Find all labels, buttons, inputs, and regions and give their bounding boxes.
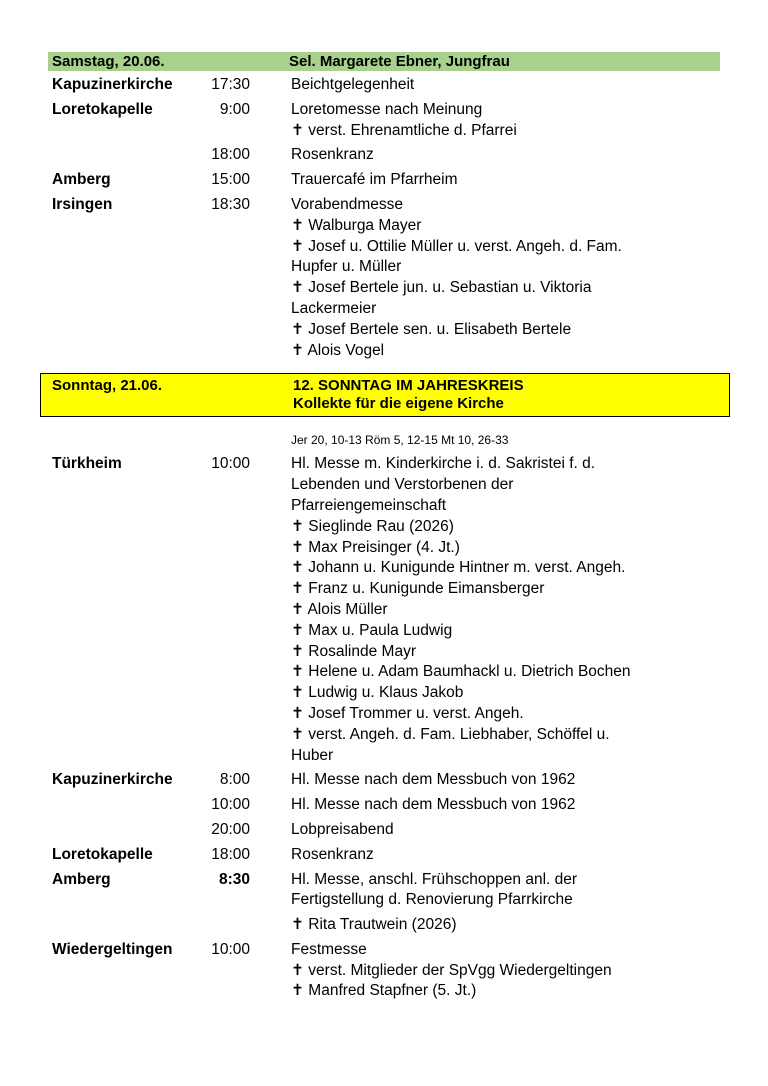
service-line: Beichtgelegenheit <box>291 76 415 93</box>
service-location: Loretokapelle <box>52 845 153 863</box>
service-description <box>250 820 720 841</box>
service-location: Wiedergeltingen <box>52 940 173 958</box>
service-line: Hl. Messe nach dem Messbuch von 1962 <box>291 796 576 814</box>
service-line: ✝ Josef u. Ottilie Müller u. verst. Angeh. d. Fam. <box>291 237 622 255</box>
sunday-feast <box>293 377 729 413</box>
service-time: 10:00 <box>211 455 250 473</box>
service-line: Huber <box>291 746 334 764</box>
service-description <box>250 170 720 191</box>
service-line: Loretomesse nach Meinung <box>291 100 483 118</box>
service-row <box>48 145 720 166</box>
service-row <box>48 75 720 96</box>
service-line: Fertigstellung d. Renovierung Pfarrkirche <box>291 891 573 909</box>
service-time: 17:30 <box>211 76 250 93</box>
service-description <box>250 75 720 96</box>
service-location: Amberg <box>52 870 111 888</box>
sunday-services <box>48 454 720 1002</box>
service-description <box>250 845 720 866</box>
service-row <box>48 940 720 1002</box>
service-row <box>48 100 720 142</box>
service-line: ✝ Walburga Mayer <box>291 216 422 234</box>
service-row <box>48 915 720 936</box>
service-location: Irsingen <box>52 195 113 213</box>
service-description <box>250 195 720 361</box>
service-line: ✝ Alois Müller <box>291 600 388 618</box>
service-row <box>48 795 720 816</box>
service-line: ✝ Josef Bertele sen. u. Elisabeth Bertele <box>291 320 572 338</box>
service-location: Loretokapelle <box>52 100 153 118</box>
service-line: ✝ Manfred Stapfner (5. Jt.) <box>291 982 477 1000</box>
sunday-collection-note: Kollekte für die eigene Kirche <box>293 395 504 413</box>
service-line: ✝ verst. Ehrenamtliche d. Pfarrei <box>291 121 517 139</box>
service-line: Pfarreiengemeinschaft <box>291 496 447 514</box>
service-time: 18:00 <box>211 146 250 164</box>
service-line: Rosenkranz <box>291 146 374 164</box>
service-row <box>48 845 720 866</box>
service-time <box>202 915 250 936</box>
service-row <box>48 770 720 791</box>
service-line: Trauercafé im Pfarrheim <box>291 171 458 189</box>
service-line: ✝ Franz u. Kunigunde Eimansberger <box>291 580 545 598</box>
service-row <box>48 170 720 191</box>
service-line: Festmesse <box>291 940 367 958</box>
service-description <box>250 454 720 766</box>
service-description <box>250 915 720 936</box>
service-line: ✝ Max u. Paula Ludwig <box>291 621 453 639</box>
service-line: Hl. Messe, anschl. Frühschoppen anl. der <box>291 870 578 888</box>
service-line: ✝ Ludwig u. Klaus Jakob <box>291 684 464 702</box>
service-line: ✝ Johann u. Kunigunde Hintner m. verst. Angeh. <box>291 559 626 577</box>
service-line: Lobpreisabend <box>291 820 394 838</box>
service-description <box>250 770 720 791</box>
service-location: Türkheim <box>52 455 122 473</box>
service-time: 20:00 <box>211 820 250 838</box>
service-time: 8:30 <box>218 870 250 888</box>
service-line: ✝ Rita Trautwein (2026) <box>291 916 457 934</box>
service-line: ✝ verst. Angeh. d. Fam. Liebhaber, Schöffel u. <box>291 725 610 743</box>
service-row <box>48 820 720 841</box>
service-line: Vorabendmesse <box>291 195 404 213</box>
service-location: Kapuzinerkirche <box>52 771 173 789</box>
service-description <box>250 795 720 816</box>
service-time: 10:00 <box>211 796 250 814</box>
service-line: ✝ verst. Mitglieder der SpVgg Wiedergeltingen <box>291 961 612 979</box>
service-line: Hl. Messe m. Kinderkirche i. d. Sakristei f. d. <box>291 455 596 473</box>
service-location: Kapuzinerkirche <box>52 76 173 93</box>
service-description <box>250 100 720 142</box>
service-description <box>250 870 720 912</box>
service-line: ✝ Sieglinde Rau (2026) <box>291 517 454 535</box>
service-time: 18:30 <box>211 195 250 213</box>
service-line: ✝ Josef Bertele jun. u. Sebastian u. Viktoria <box>291 279 592 297</box>
saturday-feast: Sel. Margarete Ebner, Jungfrau <box>289 52 510 70</box>
sunday-feast-title: 12. SONNTAG IM JAHRESKREIS <box>293 377 524 395</box>
service-time: 18:00 <box>211 845 250 863</box>
service-line: Hl. Messe nach dem Messbuch von 1962 <box>291 771 576 789</box>
service-location <box>48 820 202 841</box>
service-line: Hupfer u. Müller <box>291 258 402 276</box>
service-description <box>250 940 720 1002</box>
service-location: Amberg <box>52 171 111 189</box>
saturday-services <box>48 75 720 361</box>
service-line: ✝ Alois Vogel <box>291 341 385 359</box>
service-line: Lackermeier <box>291 299 377 317</box>
service-time: 8:00 <box>219 771 250 789</box>
service-location <box>48 145 202 166</box>
service-row <box>48 454 720 766</box>
service-row <box>48 870 720 912</box>
service-line: ✝ Rosalinde Mayr <box>291 642 416 660</box>
schedule <box>48 52 720 1002</box>
saturday-date: Samstag, 20.06. <box>52 52 165 70</box>
service-time: 15:00 <box>211 171 250 189</box>
service-description <box>250 145 720 166</box>
sunday-date: Sonntag, 21.06. <box>52 377 163 395</box>
service-line: ✝ Josef Trommer u. verst. Angeh. <box>291 704 524 722</box>
sunday-header <box>40 373 730 417</box>
service-time: 9:00 <box>219 100 250 118</box>
saturday-header <box>48 52 720 71</box>
service-line: Rosenkranz <box>291 845 374 863</box>
service-line: ✝ Max Preisinger (4. Jt.) <box>291 538 460 556</box>
service-time: 10:00 <box>211 940 250 958</box>
service-line: Lebenden und Verstorbenen der <box>291 476 514 494</box>
service-location <box>48 915 202 936</box>
service-line: ✝ Helene u. Adam Baumhackl u. Dietrich Bochen <box>291 663 631 681</box>
sunday-readings: Jer 20, 10-13 Röm 5, 12-15 Mt 10, 26-33 <box>291 433 509 448</box>
service-row <box>48 195 720 361</box>
service-location <box>48 795 202 816</box>
